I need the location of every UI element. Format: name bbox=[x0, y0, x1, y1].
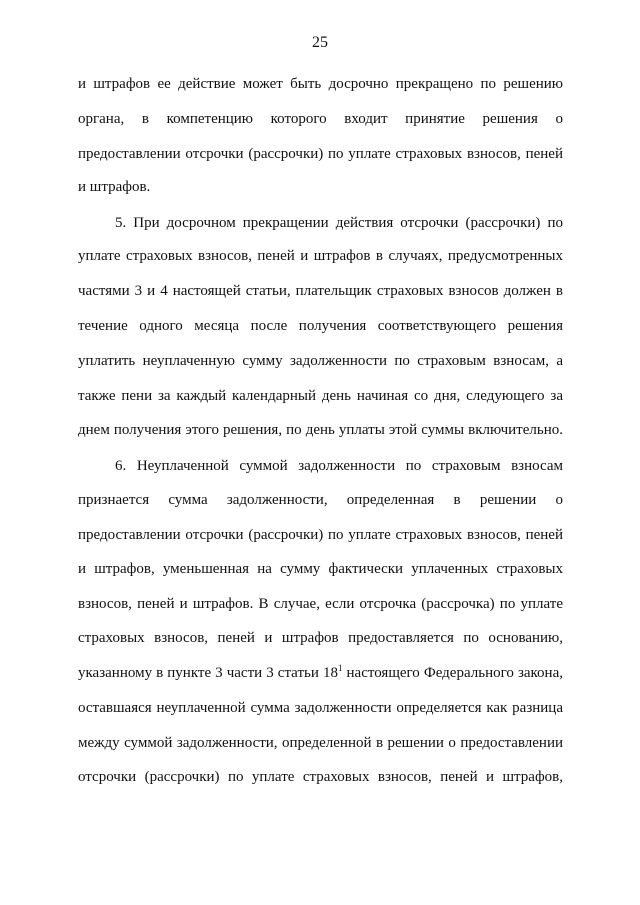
text-line: отсрочки (рассрочки) по уплате страховых взносов, пеней и штрафов, bbox=[78, 769, 563, 785]
text-line: течение одного месяца после получения соответствующего решения bbox=[78, 318, 563, 334]
text-line: уплате страховых взносов, пеней и штрафов в случаях, предусмотренных bbox=[78, 248, 563, 264]
text-line: взносов, пеней и штрафов. В случае, если отсрочка (рассрочка) по уплате bbox=[78, 596, 563, 612]
text-line: признается сумма задолженности, определенная в решении о bbox=[78, 492, 563, 508]
text-line: оставшаяся неуплаченной сумма задолженности определяется как разница bbox=[78, 700, 563, 716]
text-line: предоставлении отсрочки (рассрочки) по уплате страховых взносов, пеней bbox=[78, 527, 563, 543]
superscript: 1 bbox=[337, 663, 343, 673]
paragraph-start-line: 6. Неуплаченной суммой задолженности по страховым взносам bbox=[115, 458, 563, 474]
text-line: также пени за каждый календарный день начиная со дня, следующего за bbox=[78, 388, 563, 404]
text-line: частями 3 и 4 настоящей статьи, плательщик страховых взносов должен в bbox=[78, 283, 563, 299]
text-line: и штрафов, уменьшенная на сумму фактически уплаченных страховых bbox=[78, 561, 563, 577]
text-segment: настоящего Федерального закона, bbox=[342, 665, 563, 681]
text-line: и штрафов. bbox=[78, 179, 151, 195]
text-line: органа, в компетенцию которого входит принятие решения о bbox=[78, 111, 563, 127]
paragraph-start-line: 5. При досрочном прекращении действия отсрочки (рассрочки) по bbox=[115, 215, 563, 231]
text-line: предоставлении отсрочки (рассрочки) по уплате страховых взносов, пеней bbox=[78, 146, 563, 162]
text-segment: указанному в пункте 3 части 3 статьи 18 bbox=[78, 665, 338, 681]
text-line: между суммой задолженности, определенной в решении о предоставлении bbox=[78, 735, 563, 751]
text-line-with-superscript bbox=[78, 663, 563, 683]
text-line: и штрафов ее действие может быть досрочно прекращено по решению bbox=[78, 76, 563, 92]
text-line: днем получения этого решения, по день уплаты этой суммы включительно. bbox=[78, 422, 563, 438]
text-line: уплатить неуплаченную сумму задолженности по страховым взносам, а bbox=[78, 353, 563, 369]
text-line: страховых взносов, пеней и штрафов предоставляется по основанию, bbox=[78, 630, 563, 646]
page-number: 25 bbox=[312, 34, 328, 51]
